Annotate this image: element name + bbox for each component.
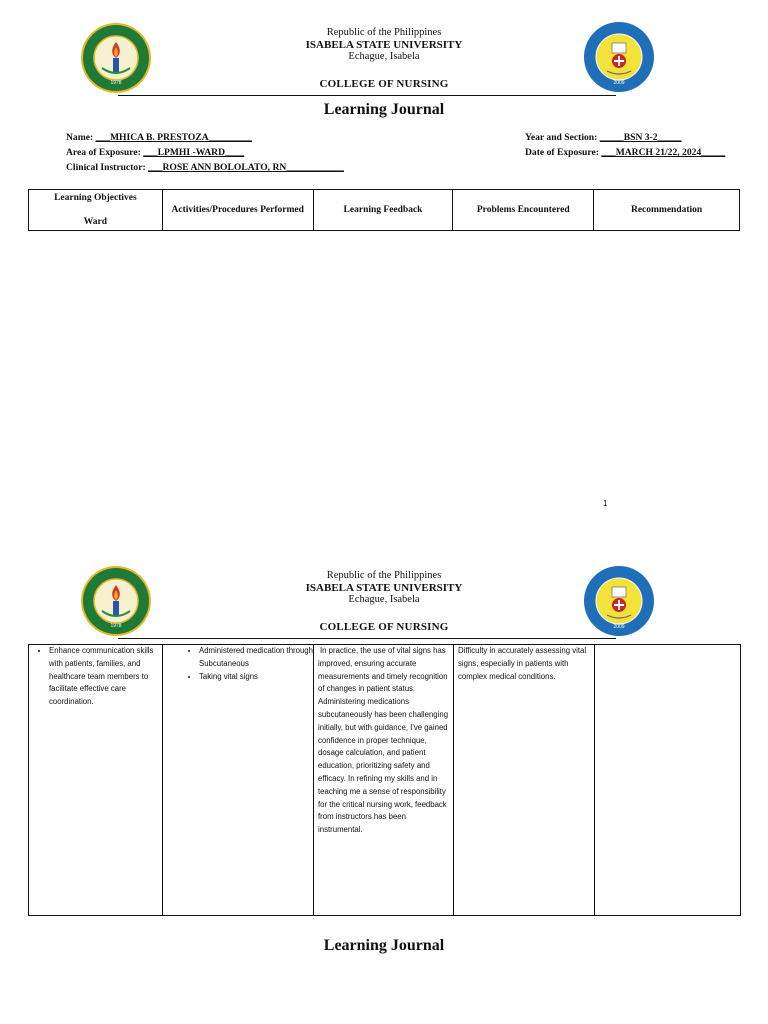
objectives-list: [29, 645, 162, 709]
header-objectives-line1: Learning Objectives: [54, 193, 137, 203]
year-value: _____BSN 3-2_____: [599, 132, 682, 143]
college-name: COLLEGE OF NURSING: [319, 621, 449, 633]
header-rule: [118, 638, 616, 639]
cell-problems: [454, 645, 595, 916]
isabela-state-university-seal-icon: [80, 565, 152, 637]
area-row: [66, 145, 344, 160]
university-location: Echague, Isabela: [348, 51, 420, 62]
feedback-text: In practice, the use of vital signs has improved, ensuring accurate measurements and timely recognition of changes in patient status. Administering medications subcutaneously has been challenging initially, but with guidance, I've gained confidence in proper technique, dosage calculation, and patient education, prioritizing safety and efficacy. In refining my skills and in teaching me a sense of responsibility for the critical nursing work, feedback from instructors has been instrumental.: [318, 646, 449, 835]
date-row: [525, 145, 725, 160]
table-row: [29, 645, 741, 916]
con-seal-year: 2009: [613, 624, 625, 630]
republic-line: Republic of the Philippines: [326, 570, 442, 581]
instructor-row: [66, 160, 344, 175]
header-problems: Problems Encountered: [453, 190, 594, 231]
header-recommendation: Recommendation: [594, 190, 740, 231]
con-seal-logo: [583, 21, 655, 93]
table-header-row: [29, 190, 740, 231]
page-title: Learning Journal: [323, 937, 445, 954]
college-name: COLLEGE OF NURSING: [319, 78, 449, 90]
list-item: • Enhance communication skills with patients, families, and healthcare team members to facilitate effective care coordination.: [49, 645, 162, 709]
date-label: Date of Exposure:: [525, 147, 602, 158]
page-number: 1: [603, 499, 608, 508]
list-item: • Administered medication through Subcutaneous: [199, 645, 313, 671]
instructor-label: Clinical Instructor:: [66, 162, 149, 173]
year-label: Year and Section:: [525, 132, 600, 143]
letterhead: [234, 27, 534, 90]
student-info-left: [66, 130, 344, 175]
page-title: Learning Journal: [323, 101, 445, 118]
isu-seal-logo: [80, 22, 152, 94]
cell-objectives: [29, 645, 163, 916]
isu-seal-logo: [80, 565, 152, 637]
activities-list: [163, 645, 313, 683]
isu-seal-year: 1978: [110, 80, 122, 86]
university-location: Echague, Isabela: [348, 594, 420, 605]
university-name: ISABELA STATE UNIVERSITY: [305, 582, 463, 594]
cell-activities: [163, 645, 314, 916]
isu-seal-year: 1978: [110, 623, 122, 629]
instructor-value: ___ROSE ANN BOLOLATO, RN____________: [148, 162, 344, 173]
con-seal-logo: [583, 565, 655, 637]
header-rule: [118, 95, 616, 96]
area-label: Area of Exposure:: [66, 147, 144, 158]
page-2: [0, 543, 768, 1024]
name-value: ___MHICA B. PRESTOZA_________: [95, 132, 252, 143]
college-of-nursing-seal-icon: [583, 21, 655, 93]
letterhead: [234, 570, 534, 633]
journal-table-body: [28, 644, 741, 916]
list-item: • Taking vital signs: [199, 671, 313, 684]
isabela-state-university-seal-icon: [80, 22, 152, 94]
header-activities: Activities/Procedures Performed: [162, 190, 313, 231]
date-value: ___MARCH 21/22, 2024_____: [601, 147, 726, 158]
name-label: Name:: [66, 132, 96, 143]
republic-line: Republic of the Philippines: [326, 27, 442, 38]
university-name: ISABELA STATE UNIVERSITY: [305, 39, 463, 51]
year-row: [525, 130, 725, 145]
header-learning-objectives: [29, 190, 163, 231]
journal-table-header: [28, 189, 740, 231]
student-info-right: [525, 130, 725, 160]
college-of-nursing-seal-icon: [583, 565, 655, 637]
area-value: ___LPMHI -WARD____: [143, 147, 245, 158]
con-seal-year: 2009: [613, 80, 625, 86]
cell-recommendation: [595, 645, 741, 916]
problems-text: Difficulty in accurately assessing vital signs, especially in patients with complex medical conditions.: [458, 646, 587, 681]
header-objectives-line2: Ward: [83, 217, 107, 227]
header-learning-feedback: Learning Feedback: [313, 190, 453, 231]
cell-learning-feedback: [314, 645, 454, 916]
name-row: [66, 130, 344, 145]
